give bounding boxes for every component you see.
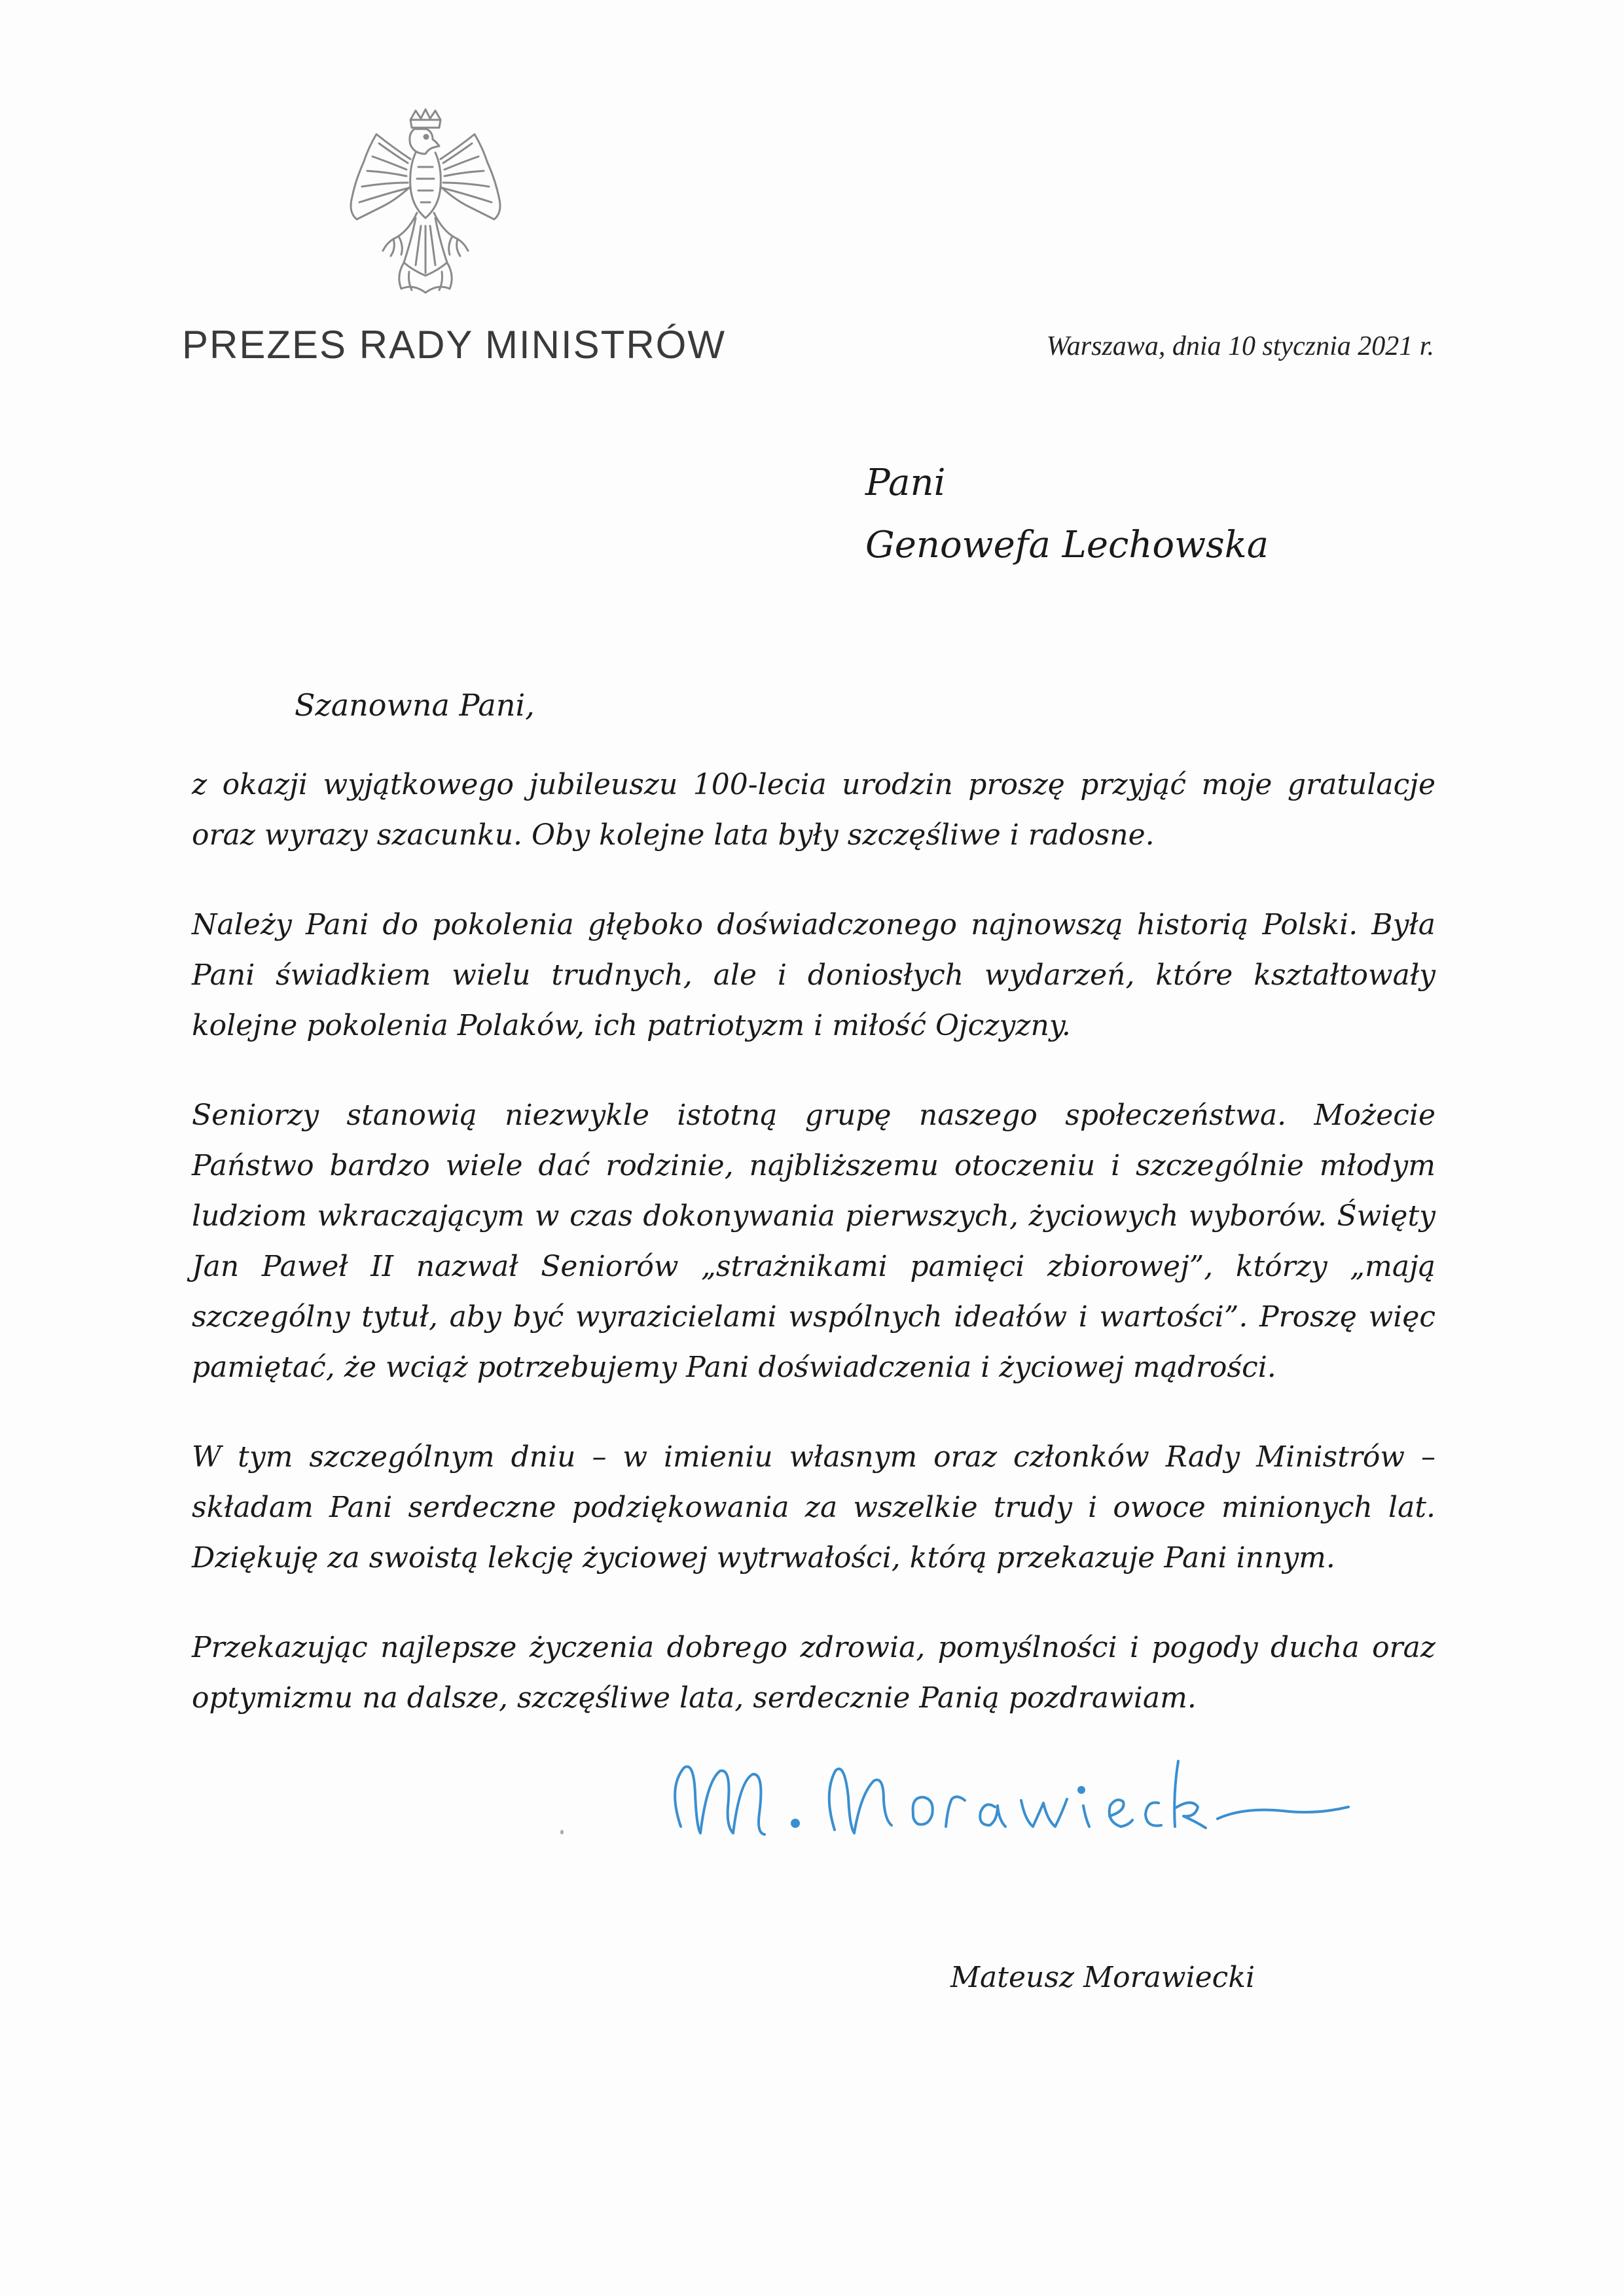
- office-title: PREZES RADY MINISTRÓW: [182, 323, 726, 367]
- paragraph: Seniorzy stanowią niezwykle istotną grupę naszego społeczeństwa. Możecie Państwo bardzo wiele dać rodzinie, najbliższemu otoczeniu i szczególnie młodym ludziom wkraczającym w czas dokonywania pierwszych, życiowych wyborów. Święty Jan Paweł II nazwał Seniorów „strażnikami pamięci zbiorowej”, którzy „mają szczególny tytuł, aby być wyrazicielami wspólnych ideałów i wartości”. Proszę więc pamiętać, że wciąż potrzebujemy Pani doświadczenia i życiowej mądrości.: [192, 1099, 1435, 1384]
- letter-body: [192, 759, 1435, 1762]
- paragraph: Przekazując najlepsze życzenia dobrego zdrowia, pomyślności i pogody ducha oraz optymizmu na dalsze, szczęśliwe lata, serdecznie Panią pozdrawiam.: [192, 1631, 1435, 1715]
- paragraph: z okazji wyjątkowego jubileuszu 100-lecia urodzin proszę przyjąć moje gratulacje oraz wyrazy szacunku. Oby kolejne lata były szczęśliwe i radosne.: [192, 768, 1435, 852]
- signer-name: Mateusz Morawiecki: [950, 1961, 1255, 1994]
- addressee: [865, 452, 1269, 576]
- paragraph: W tym szczególnym dniu – w imieniu własnym oraz członków Rady Ministrów – składam Pani serdeczne podziękowania za wszelkie trudy i owoce minionych lat. Dziękuję za swoistą lekcję życiowej wytrwałości, którą przekazuje Pani innym.: [192, 1440, 1435, 1575]
- addressee-name: Genowefa Lechowska: [865, 524, 1269, 566]
- polish-eagle-emblem-icon: [331, 108, 520, 304]
- letter-date: Warszawa, dnia 10 stycznia 2021 r.: [1046, 331, 1434, 361]
- paragraph: Należy Pani do pokolenia głęboko doświadczonego najnowszą historią Polski. Była Pani świadkiem wielu trudnych, ale i doniosłych wydarzeń, które kształtowały kolejne pokolenia Polaków, ich patriotyzm i miłość Ojczyzny.: [192, 908, 1435, 1042]
- addressee-title: Pani: [865, 462, 946, 504]
- handwritten-signature: [655, 1735, 1375, 1866]
- paper-speck: [560, 1830, 564, 1834]
- salutation: Szanowna Pani,: [295, 687, 535, 723]
